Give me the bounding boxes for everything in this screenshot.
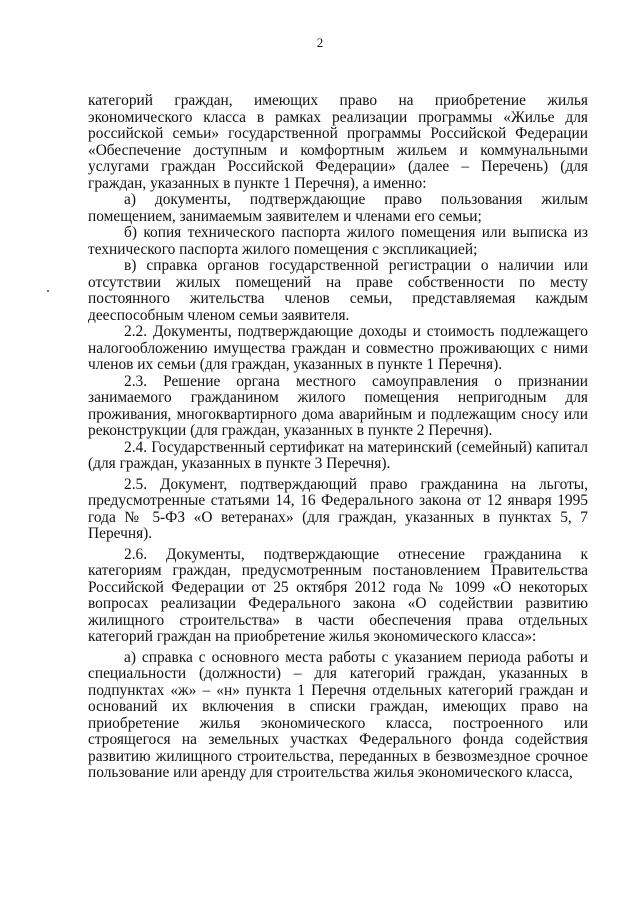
paragraph-2-6-a: а) справка с основного места работы с указанием периода работы и специальности (должности) – для категорий граждан, указанных в подпунктах «ж» – «н» пункта 1 Перечня отдельных категорий граждан и оснований их включения в списки граждан, имеющих право на приобретение жилья экономического класса, построенного или строящегося на земельных участках Федерального фонда содействия развитию жилищного строительства, переданных в безвозмездное срочное пользование или аренду для строительства жилья экономического класса, bbox=[88, 648, 588, 781]
paragraph-2-2: 2.2. Документы, подтверждающие доходы и стоимость подлежащего налогообложению имущества граждан и совместно проживающих с ними членов их семьи (для граждан, указанных в пункте 1 Перечня). bbox=[88, 323, 588, 373]
paragraph-2-5: 2.5. Документ, подтверждающий право гражданина на льготы, предусмотренные статьями 14, 16 Федерального закона от 12 января 1995 года № 5-ФЗ «О ветеранах» (для граждан, указанных в пунктах 5, 7 Перечня). bbox=[88, 475, 588, 542]
paragraph-2-4: 2.4. Государственный сертификат на материнский (семейный) капитал (для граждан, указанных в пункте 3 Перечня). bbox=[88, 438, 588, 472]
document-body bbox=[88, 93, 588, 782]
page-number: 2 bbox=[316, 35, 324, 50]
paragraph-2-3: 2.3. Решение органа местного самоуправления о признании занимаемого гражданином жилого помещения непригодным для проживания, многоквартирного дома аварийным и подлежащим сносу или реконструкции (для граждан, указанных в пункте 2 Перечня). bbox=[88, 372, 588, 439]
paragraph-item-b: б) копия технического паспорта жилого помещения или выписка из технического паспорта жилого помещения с экспликацией; bbox=[88, 224, 588, 258]
paragraph-item-a: а) документы, подтверждающие право пользования жилым помещением, занимаемым заявителем и членами его семьи; bbox=[88, 191, 588, 225]
margin-mark bbox=[47, 290, 49, 292]
paragraph-intro: категорий граждан, имеющих право на приобретение жилья экономического класса в рамках реализации программы «Жилье для российской семьи» государственной программы Российской Федерации «Обеспечение доступным и комфортным жильем и коммунальными услугами граждан Российской Федерации» (далее – Перечень) (для граждан, указанных в пункте 1 Перечня), а именно: bbox=[88, 92, 588, 192]
paragraph-item-v: в) справка органов государственной регистрации о наличии или отсутствии жилых помещений на праве собственности по месту постоянного жительства членов семьи, представляемая каждым дееспособным членом семьи заявителя. bbox=[88, 257, 588, 324]
paragraph-2-6: 2.6. Документы, подтверждающие отнесение гражданина к категориям граждан, предусмотренным постановлением Правительства Российской Федерации от 25 октября 2012 года № 1099 «О некоторых вопросах реализации Федерального закона «О содействии развитию жилищного строительства» в части обеспечения права отдельных категорий граждан на приобретение жилья экономического класса»: bbox=[88, 545, 588, 645]
